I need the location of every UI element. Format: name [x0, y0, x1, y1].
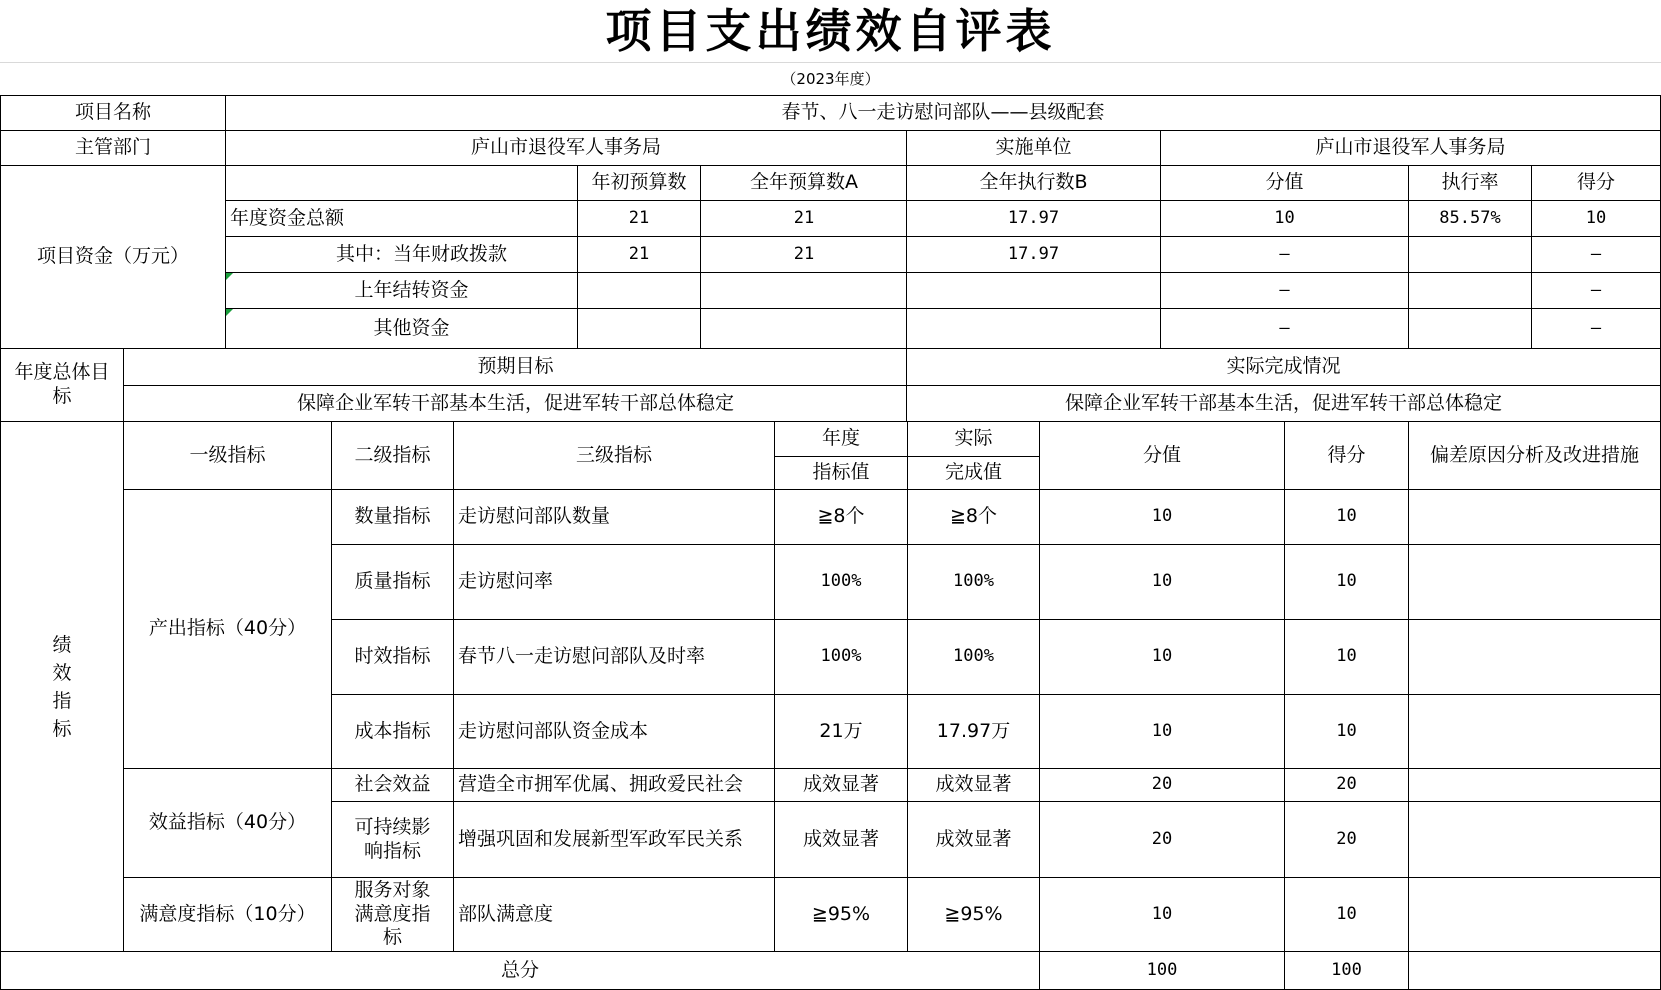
indicator-actual: ≧8个: [907, 489, 1040, 545]
indicator-level2: 服务对象满意度指标: [331, 877, 454, 952]
funds-row-label: 其中：当年财政拨款: [225, 236, 578, 273]
dept-value: 庐山市退役军人事务局: [225, 130, 907, 166]
indicator-target: ≧8个: [774, 489, 908, 545]
indicator-target: 100%: [774, 544, 908, 620]
indicator-score-value: 10: [1039, 489, 1285, 545]
funds-row-initial: 21: [577, 236, 701, 273]
funds-row-annual: [700, 308, 908, 349]
funds-row-initial: 21: [577, 200, 701, 237]
indicator-level2: 可持续影响指标: [331, 801, 454, 878]
goals-expected-label: 预期目标: [123, 348, 908, 386]
header-actual-top: 实际: [907, 421, 1040, 457]
indicator-level3: 走访慰问部队资金成本: [453, 694, 775, 769]
year-subtitle: （2023年度）: [781, 70, 880, 88]
indicator-level3: 走访慰问部队数量: [453, 489, 775, 545]
dept-label: 主管部门: [0, 130, 226, 166]
goals-label: 年度总体目标: [0, 348, 124, 422]
group-output: 产出指标（40分）: [123, 489, 332, 769]
funds-header-score: 得分: [1531, 165, 1661, 201]
funds-row-label: 年度资金总额: [225, 200, 578, 237]
funds-row-rate: [1408, 236, 1532, 273]
indicator-level2: 社会效益: [331, 768, 454, 802]
funds-row-executed: [906, 308, 1161, 349]
indicator-target: ≧95%: [774, 877, 908, 952]
indicator-level2: 成本指标: [331, 694, 454, 769]
indicator-score: 20: [1284, 801, 1409, 878]
header-score-value: 分值: [1039, 421, 1285, 490]
indicator-level3: 营造全市拥军优属、拥政爱民社会: [453, 768, 775, 802]
indicator-score: 10: [1284, 877, 1409, 952]
indicator-deviation: [1408, 801, 1661, 878]
funds-row-initial: [577, 272, 701, 309]
indicator-actual: 100%: [907, 544, 1040, 620]
indicator-level3: 增强巩固和发展新型军政军民关系: [453, 801, 775, 878]
indicator-level2: 时效指标: [331, 619, 454, 695]
page-title: 项目支出绩效自评表: [0, 0, 1661, 63]
indicator-score-value: 10: [1039, 544, 1285, 620]
indicator-score-value: 10: [1039, 619, 1285, 695]
indicator-deviation: [1408, 768, 1661, 802]
indicators-section-label-text: 绩效指标: [52, 633, 72, 740]
header-actual-bottom: 完成值: [907, 456, 1040, 490]
goals-actual-value: 保障企业军转干部基本生活，促进军转干部总体稳定: [906, 385, 1661, 422]
funds-row-score-value: 10: [1160, 200, 1409, 237]
indicators-section-label: [0, 421, 124, 952]
total-score: 100: [1284, 951, 1409, 990]
funds-row-initial: [577, 308, 701, 349]
total-deviation: [1408, 951, 1661, 990]
funds-row-label: 其他资金: [225, 308, 578, 349]
indicator-score: 10: [1284, 544, 1409, 620]
indicator-score-value: 20: [1039, 768, 1285, 802]
indicator-deviation: [1408, 694, 1661, 769]
indicator-level3: 走访慰问率: [453, 544, 775, 620]
funds-header-annual: 全年预算数A: [700, 165, 908, 201]
funds-row-executed: [906, 272, 1161, 309]
funds-row-score: —: [1531, 272, 1661, 309]
funds-header-blank: [225, 165, 578, 201]
indicator-level3: 部队满意度: [453, 877, 775, 952]
indicator-score: 10: [1284, 489, 1409, 545]
indicator-score-value: 10: [1039, 694, 1285, 769]
header-deviation: 偏差原因分析及改进措施: [1408, 421, 1661, 490]
funds-row-annual: 21: [700, 200, 908, 237]
header-level2: 二级指标: [331, 421, 454, 490]
group-benefit: 效益指标（40分）: [123, 768, 332, 878]
indicator-score-value: 10: [1039, 877, 1285, 952]
indicator-actual: 100%: [907, 619, 1040, 695]
indicator-target: 100%: [774, 619, 908, 695]
indicator-actual: ≧95%: [907, 877, 1040, 952]
indicator-score: 20: [1284, 768, 1409, 802]
header-level3: 三级指标: [453, 421, 775, 490]
indicator-actual: 成效显著: [907, 801, 1040, 878]
cell-comment-marker: [226, 273, 233, 280]
total-score-value: 100: [1039, 951, 1285, 990]
group-satisfaction: 满意度指标（10分）: [123, 877, 332, 952]
funds-row-rate: [1408, 272, 1532, 309]
project-name-label: 项目名称: [0, 95, 226, 131]
funds-header-rate: 执行率: [1408, 165, 1532, 201]
funds-row-score-value: —: [1160, 272, 1409, 309]
project-name-value: 春节、八一走访慰问部队——县级配套: [225, 95, 1661, 131]
funds-row-score: —: [1531, 308, 1661, 349]
cell-comment-marker: [226, 309, 233, 316]
indicator-level2: 质量指标: [331, 544, 454, 620]
funds-row-rate: 85.57%: [1408, 200, 1532, 237]
indicator-deviation: [1408, 877, 1661, 952]
indicator-target: 成效显著: [774, 768, 908, 802]
indicator-level3: 春节八一走访慰问部队及时率: [453, 619, 775, 695]
indicator-actual: 17.97万: [907, 694, 1040, 769]
header-target-top: 年度: [774, 421, 908, 457]
header-score: 得分: [1284, 421, 1409, 490]
funds-row-executed: 17.97: [906, 200, 1161, 237]
indicator-score: 10: [1284, 694, 1409, 769]
funds-row-annual: 21: [700, 236, 908, 273]
funds-row-score: 10: [1531, 200, 1661, 237]
header-level1: 一级指标: [123, 421, 332, 490]
impl-label: 实施单位: [906, 130, 1161, 166]
funds-row-label: 上年结转资金: [225, 272, 578, 309]
total-label: 总分: [0, 951, 1040, 990]
goals-expected-value: 保障企业军转干部基本生活，促进军转干部总体稳定: [123, 385, 908, 422]
header-target-bottom: 指标值: [774, 456, 908, 490]
funds-label: 项目资金（万元）: [0, 165, 226, 349]
funds-row-annual: [700, 272, 908, 309]
funds-row-score-value: —: [1160, 236, 1409, 273]
funds-row-rate: [1408, 308, 1532, 349]
indicator-score: 10: [1284, 619, 1409, 695]
funds-row-score-value: —: [1160, 308, 1409, 349]
indicator-target: 成效显著: [774, 801, 908, 878]
indicator-target: 21万: [774, 694, 908, 769]
funds-header-score-value: 分值: [1160, 165, 1409, 201]
goals-actual-label: 实际完成情况: [906, 348, 1661, 386]
funds-row-executed: 17.97: [906, 236, 1161, 273]
indicator-score-value: 20: [1039, 801, 1285, 878]
impl-value: 庐山市退役军人事务局: [1160, 130, 1661, 166]
indicator-deviation: [1408, 489, 1661, 545]
indicator-level2: 数量指标: [331, 489, 454, 545]
indicator-deviation: [1408, 544, 1661, 620]
indicator-actual: 成效显著: [907, 768, 1040, 802]
indicator-deviation: [1408, 619, 1661, 695]
funds-header-initial: 年初预算数: [577, 165, 701, 201]
funds-row-score: —: [1531, 236, 1661, 273]
funds-header-executed: 全年执行数B: [906, 165, 1161, 201]
